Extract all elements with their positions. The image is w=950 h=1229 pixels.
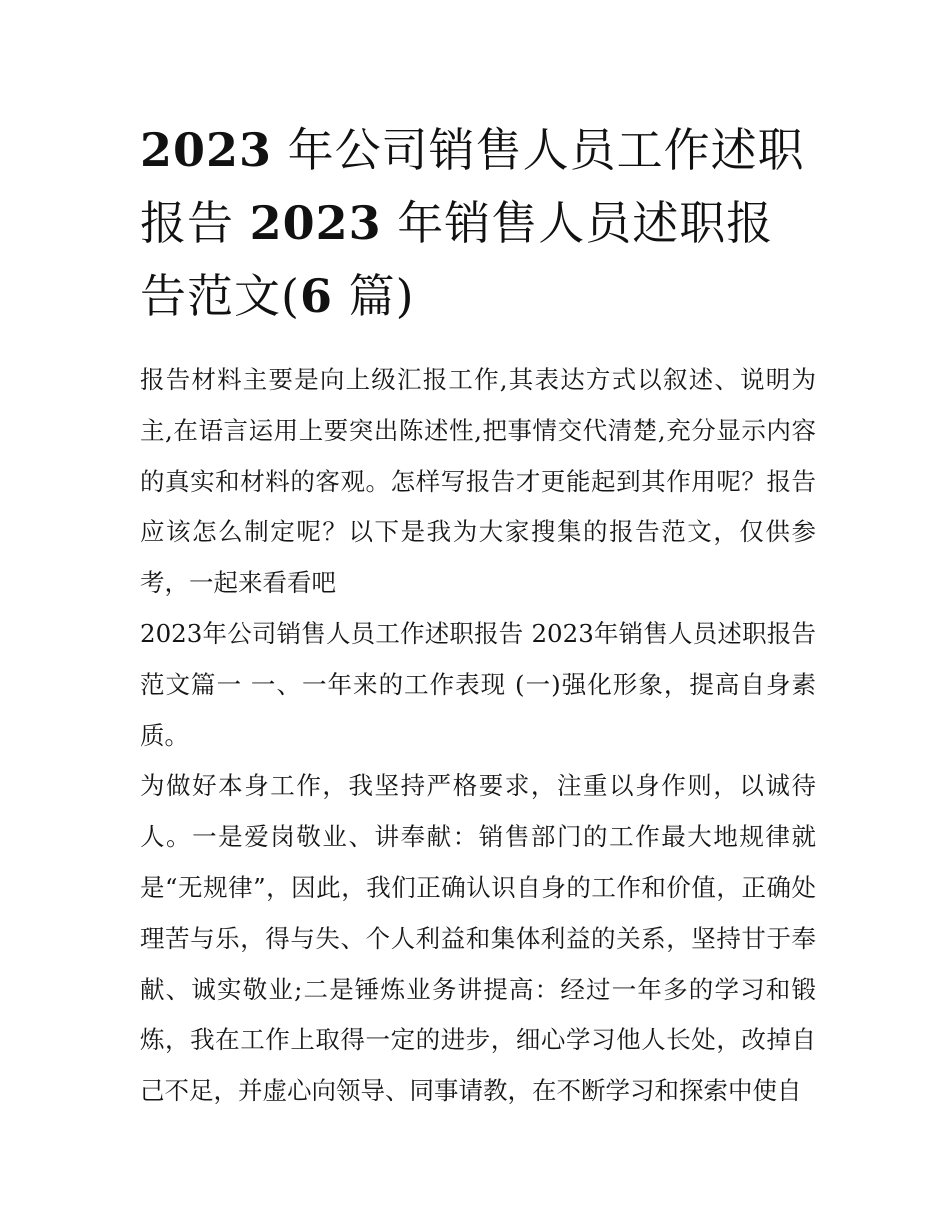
document-body [140,355,816,1117]
paragraph-work-performance: 为做好本身工作，我坚持严格要求，注重以身作则，以诚待人。一是爱岗敬业、讲奉献：销售部门的工作最大地规律就是“无规律”，因此，我们正确认识自身的工作和价值，正确处理苦与乐，得与失、个人利益和集体利益的关系，坚持甘于奉献、诚实敬业;二是锤炼业务讲提高：经过一年多的学习和锻炼，我在工作上取得一定的进步，细心学习他人长处，改掉自己不足，并虚心向领导、同事请教，在不断学习和探索中使自 [140,771,816,1106]
title-year-1: 2023 [140,123,273,177]
title-text-2: 年销售人员述职报告范文( [140,196,774,323]
title-count: 6 [299,269,333,323]
title-text-3: 篇) [348,269,415,323]
paragraph-section-heading: 2023年公司销售人员工作述职报告 2023年销售人员述职报告范文篇一 一、一年来的工作表现 (一)强化形象，提高自身素质。 [140,618,816,750]
title-text-1: 年公司销售人员工作述职报告 [140,123,805,250]
document-title [140,114,820,333]
title-year-2: 2023 [249,196,382,250]
paragraph-intro: 报告材料主要是向上级汇报工作,其表达方式以叙述、说明为主,在语言运用上要突出陈述性,把事情交代清楚,充分显示内容的真实和材料的客观。怎样写报告才更能起到其作用呢？报告应该怎么制定呢？以下是我为大家搜集的报告范文，仅供参考，一起来看看吧 [140,365,816,598]
